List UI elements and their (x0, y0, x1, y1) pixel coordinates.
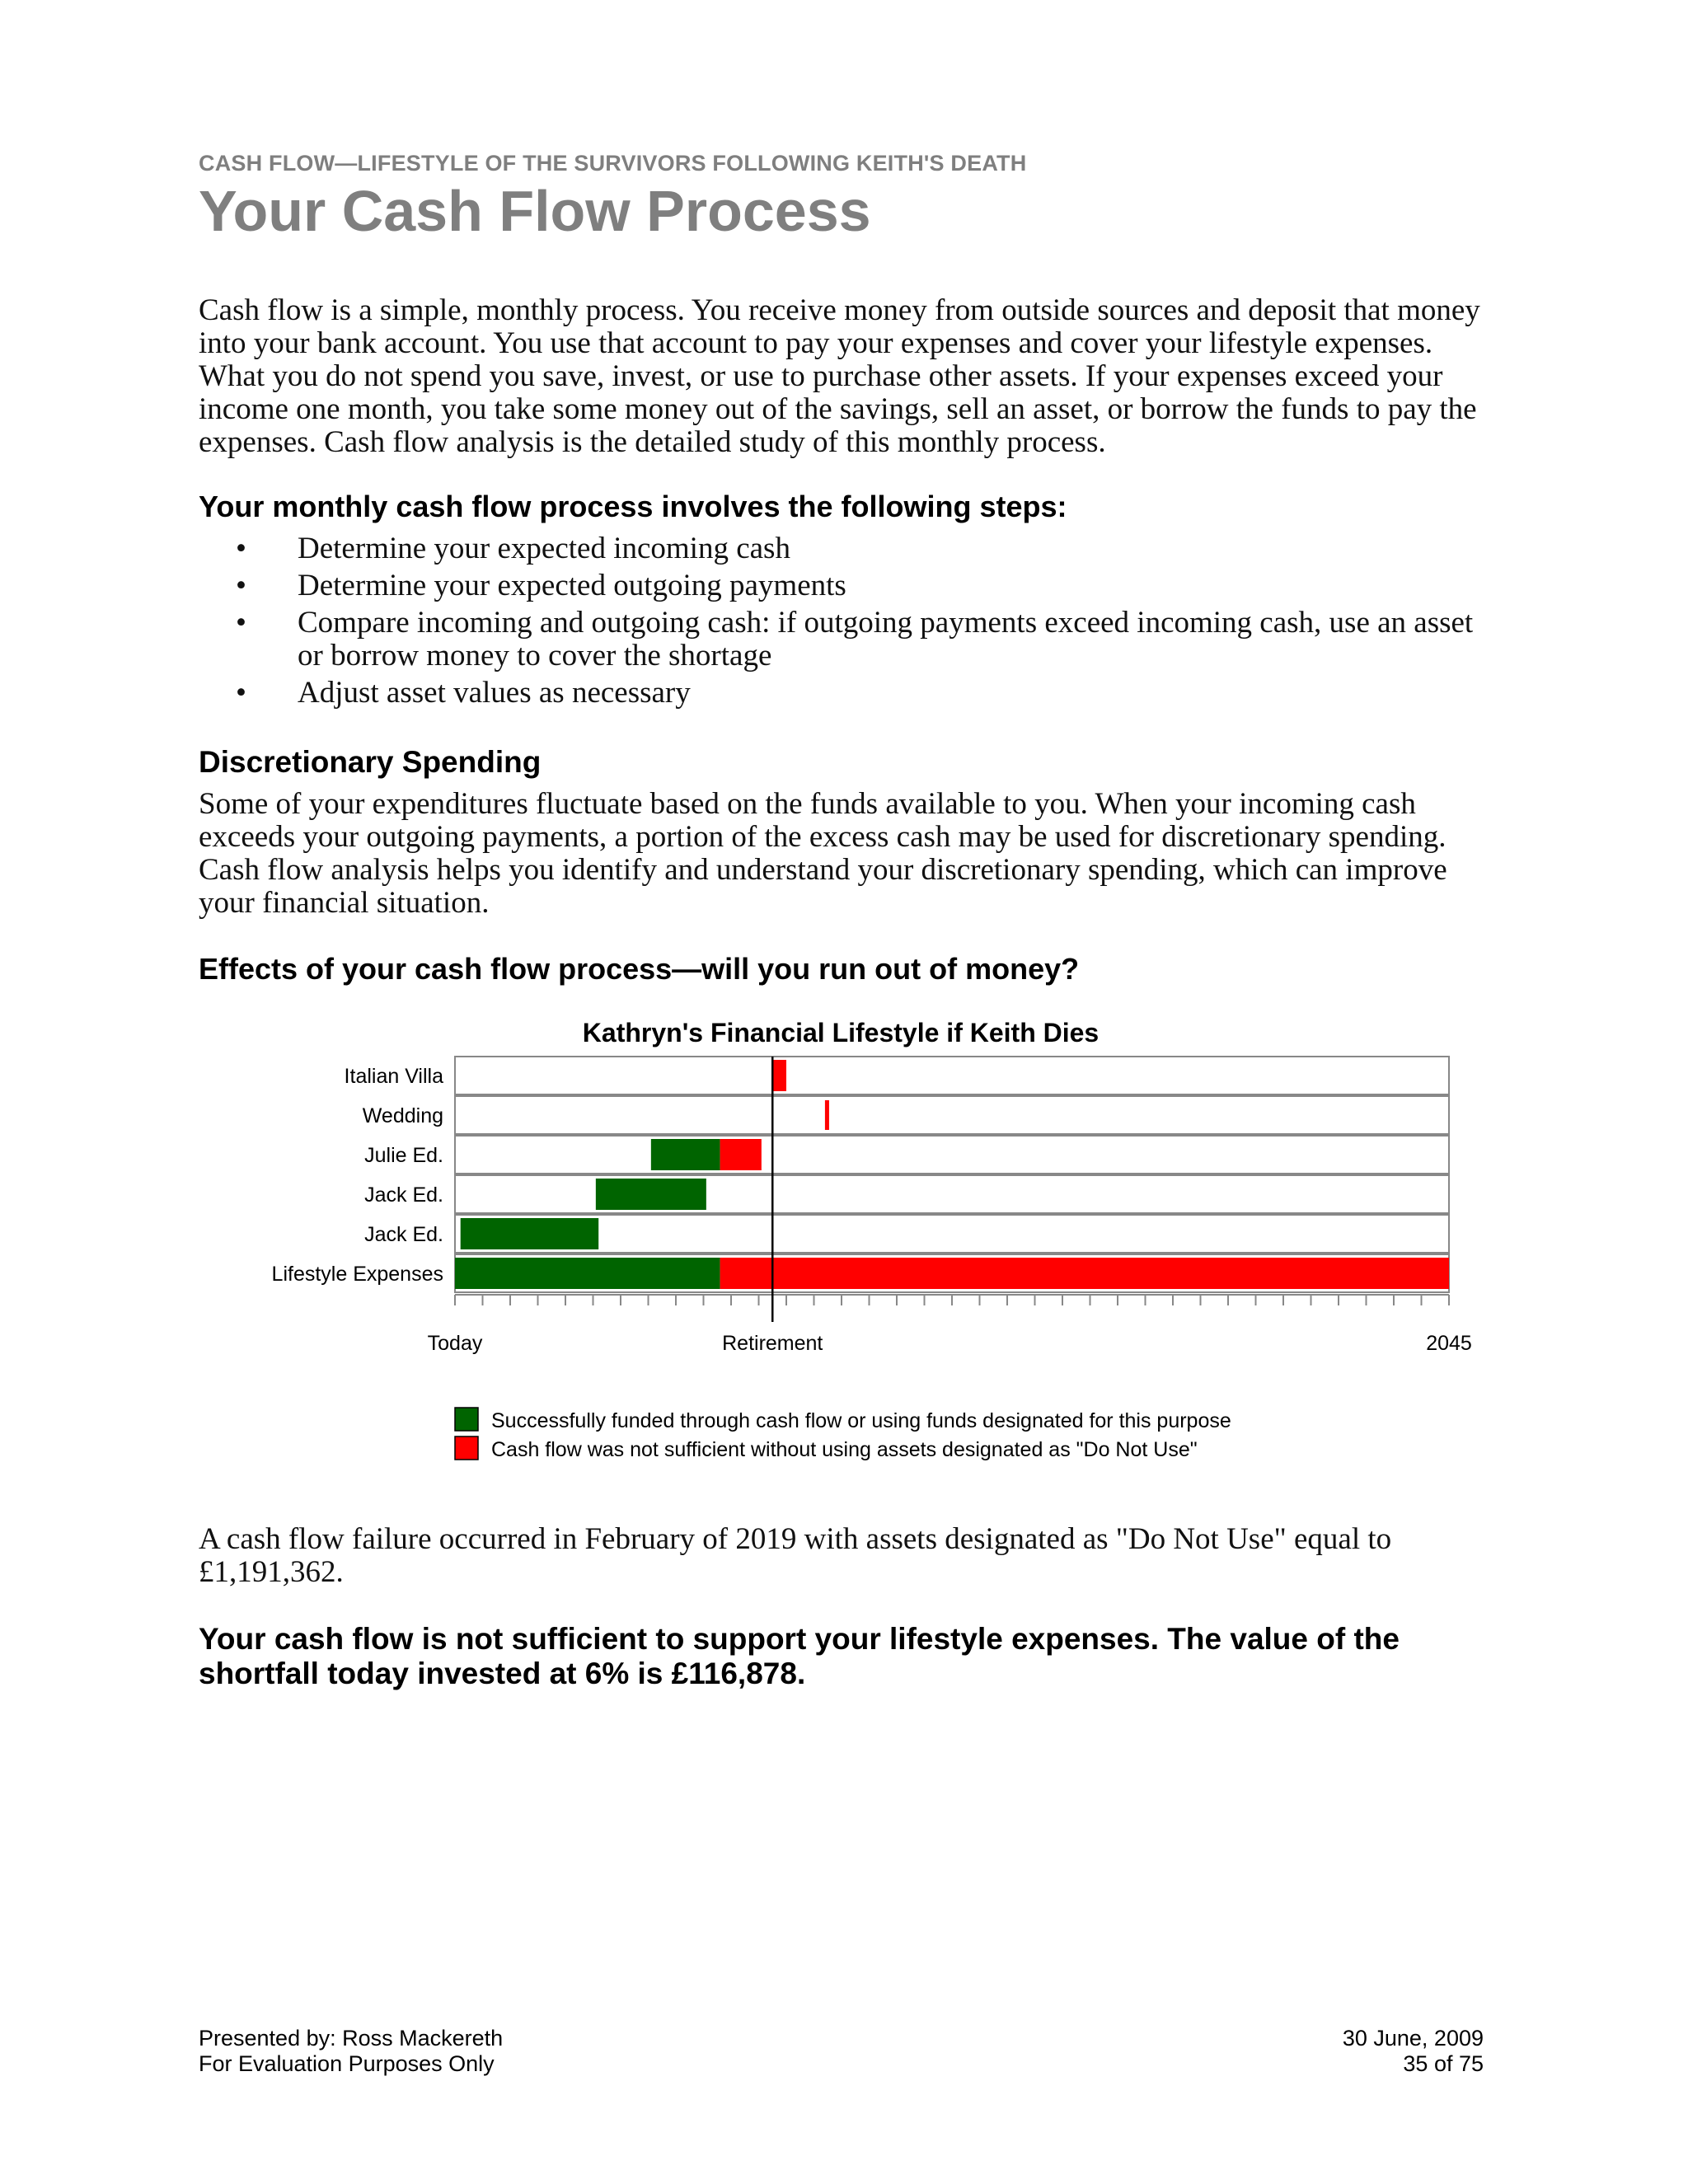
chart-row-frame (455, 1136, 1449, 1174)
chart-x-tick-label: 2045 (1426, 1332, 1472, 1355)
presented-by: Presented by: Ross Mackereth (199, 2026, 504, 2050)
legend-label-not_sufficient: Cash flow was not sufficient without using assets designated as "Do Not Use" (491, 1438, 1198, 1461)
footer-left (199, 2026, 503, 2077)
step-item: • Adjust asset values as necessary (236, 676, 691, 710)
chart-row-label: Lifestyle Expenses (271, 1263, 443, 1286)
chart-bar-funded (596, 1179, 706, 1210)
page-title: Your Cash Flow Process (199, 179, 871, 243)
chart-bar-not_sufficient (720, 1139, 762, 1170)
report-date: 30 June, 2009 (1342, 2026, 1484, 2050)
bullet: • (236, 676, 246, 710)
bullet: • (236, 606, 246, 640)
chart-row-label: Wedding (362, 1104, 443, 1127)
chart-bar-not_sufficient (772, 1060, 786, 1091)
page-number: 35 of 75 (1403, 2051, 1484, 2076)
legend-swatch-not_sufficient (455, 1436, 478, 1460)
chart-x-tick-label: Today (427, 1332, 483, 1355)
footer-right (1343, 2026, 1484, 2077)
chart-x-tick-label: Retirement (722, 1332, 823, 1355)
chart-row-label: Jack Ed. (364, 1183, 443, 1207)
chart-row-frame (455, 1096, 1449, 1134)
chart-row-label: Jack Ed. (364, 1223, 443, 1246)
failure-note: A cash flow failure occurred in February of 2019 with assets designated as "Do Not Use" equal to £1,191,362. (199, 1522, 1392, 1589)
chart-row-label: Italian Villa (344, 1065, 443, 1088)
section-label: CASH FLOW—LIFESTYLE OF THE SURVIVORS FOLLOWING KEITH'S DEATH (199, 151, 1027, 176)
chart-bar-not_sufficient (720, 1258, 1449, 1289)
step-item: • Compare incoming and outgoing cash: if outgoing payments exceed incoming cash, use an asset or borrow money to cover the shortage (236, 606, 1474, 673)
bullet: • (236, 569, 246, 602)
evaluation-note: For Evaluation Purposes Only (199, 2051, 495, 2076)
chart-row-frame (455, 1215, 1449, 1253)
bullet: • (236, 532, 246, 565)
chart-row-frame (455, 1057, 1449, 1094)
chart-bar-funded (455, 1258, 720, 1289)
chart-title: Kathryn's Financial Lifestyle if Keith Dies (582, 1018, 1100, 1047)
effects-heading: Effects of your cash flow process—will you run out of money? (199, 952, 1080, 986)
discretionary-paragraph: Some of your expenditures fluctuate based on the funds available to you. When your incoming cash exceeds your outgoing payments, a portion of the excess cash may be used for discretionary spending. Cash flow analysis helps you identify and understand your discretionary spending, which can improve your financial situation. (199, 787, 1447, 920)
legend-swatch-funded (455, 1408, 478, 1431)
discretionary-heading: Discretionary Spending (199, 745, 542, 779)
steps-heading: Your monthly cash flow process involves the following steps: (199, 490, 1067, 523)
conclusion: Your cash flow is not sufficient to support your lifestyle expenses. The value of the shortfall today invested at 6% is £116,878. (199, 1622, 1400, 1690)
step-item: • Determine your expected incoming cash (236, 532, 790, 565)
chart-bar-not_sufficient (825, 1100, 829, 1130)
chart-row-label: Julie Ed. (364, 1144, 443, 1167)
chart-bar-funded (651, 1139, 720, 1170)
chart-bar-funded (461, 1218, 599, 1249)
intro-paragraph: Cash flow is a simple, monthly process. You receive money from outside sources and deposit that money into your bank account. You use that account to pay your expenses and cover your lifestyle expenses. What you do not spend you save, invest, or use to purchase other assets. If your expenses exceed your income one month, you take some money out of the savings, sell an asset, or borrow the funds to pay the expenses. Cash flow analysis is the detailed study of this monthly process. (199, 293, 1480, 459)
step-item: • Determine your expected outgoing payments (236, 569, 846, 602)
legend-label-funded: Successfully funded through cash flow or using funds designated for this purpose (491, 1409, 1231, 1432)
